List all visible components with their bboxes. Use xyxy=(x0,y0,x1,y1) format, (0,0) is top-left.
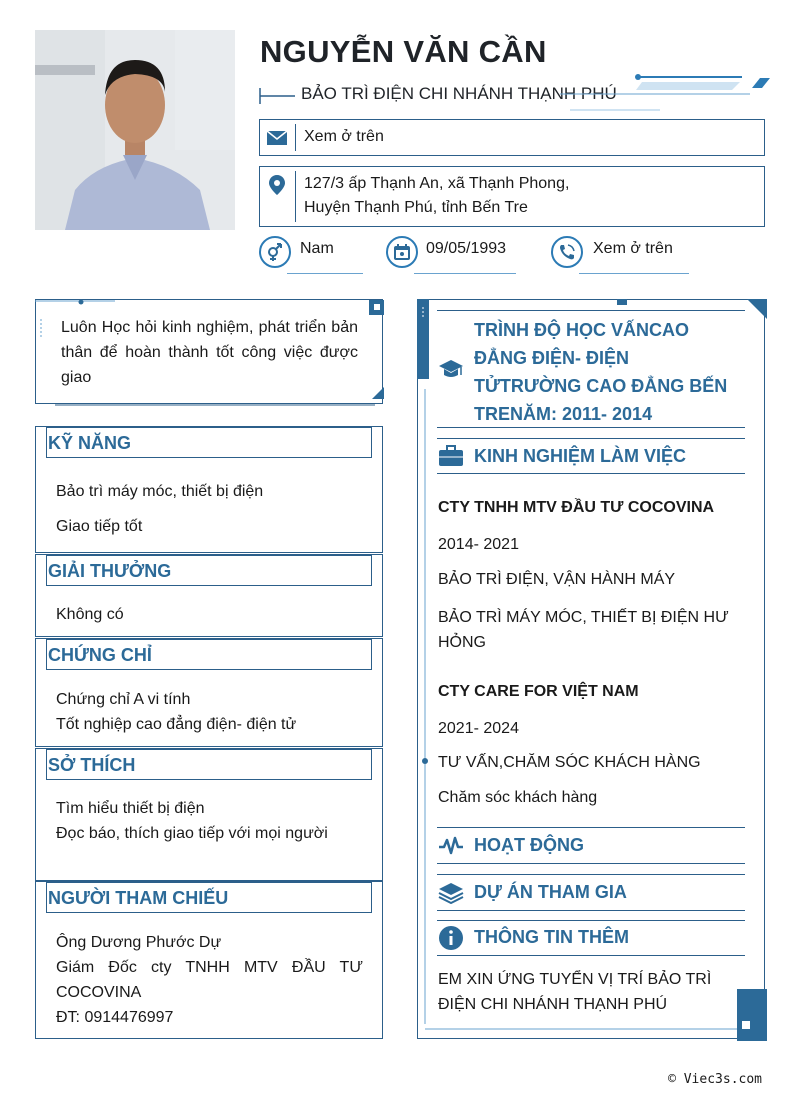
skills-title-box xyxy=(46,427,372,458)
footer-credit: © Viec3s.com xyxy=(668,1072,762,1087)
job-company: CTY CARE FOR VIỆT NAM xyxy=(438,683,639,700)
phone-item xyxy=(551,235,691,275)
certificates-item: Tốt nghiệp cao đẳng điện- điện tử xyxy=(56,716,297,733)
references-title-box xyxy=(46,882,372,913)
extra-info-body xyxy=(438,967,711,1017)
extra-info-line: EM XIN ỨNG TUYỂN VỊ TRÍ BẢO TRÌ xyxy=(438,971,712,988)
map-pin-icon xyxy=(264,172,290,198)
calendar-icon xyxy=(386,236,418,268)
reference-line: Ông Dương Phước Dự xyxy=(56,934,222,951)
education-line: TỬTRƯỜNG CAO ĐẲNG BẾN xyxy=(474,376,728,396)
phone-icon xyxy=(551,236,583,268)
skills-item: Giao tiếp tốt xyxy=(56,518,143,535)
certificates-title: CHỨNG CHỈ xyxy=(48,645,152,665)
experience-title: KINH NGHIỆM LÀM VIỆC xyxy=(474,446,687,466)
hobbies-section xyxy=(35,748,383,881)
projects-header xyxy=(437,874,745,911)
hobbies-title-box xyxy=(46,749,372,780)
job-description-line: BẢO TRÌ MÁY MÓC, THIẾT BỊ ĐIỆN HƯ xyxy=(438,609,729,626)
header-decoration xyxy=(560,72,770,112)
reference-line: ĐT: 0914476997 xyxy=(56,1009,174,1026)
reference-line: Giám Đốc cty TNHH MTV ĐẦU TƯ xyxy=(56,959,363,976)
extra-info-line: ĐIỆN CHI NHÁNH THẠNH PHÚ xyxy=(438,996,668,1013)
pulse-icon xyxy=(437,832,465,860)
job-role: TƯ VẤN,CHĂM SÓC KHÁCH HÀNG xyxy=(438,754,701,771)
hobbies-item: Đọc báo, thích giao tiếp với mọi người xyxy=(56,825,328,842)
address-line-2: Huyện Thạnh Phú, tỉnh Bến Tre xyxy=(304,199,528,216)
extra-info-header xyxy=(437,920,745,956)
mail-icon xyxy=(264,125,290,151)
address-line-1: 127/3 ấp Thạnh An, xã Thạnh Phong, xyxy=(304,175,570,192)
projects-title: DỰ ÁN THAM GIA xyxy=(474,882,627,902)
references-title: NGƯỜI THAM CHIẾU xyxy=(48,888,229,908)
candidate-name: NGUYỄN VĂN CẦN xyxy=(260,34,547,69)
awards-title-box xyxy=(46,555,372,586)
hobbies-item: Tìm hiểu thiết bị điện xyxy=(56,800,205,817)
reference-line: COCOVINA xyxy=(56,984,142,1001)
education-line: TRÌNH ĐỘ HỌC VẤNCAO xyxy=(474,320,689,340)
job-period: 2014- 2021 xyxy=(438,536,519,553)
email-value: Xem ở trên xyxy=(304,128,384,145)
hobbies-title: SỞ THÍCH xyxy=(48,755,136,775)
activities-title: HOẠT ĐỘNG xyxy=(474,835,584,855)
title-line-decoration xyxy=(259,86,299,106)
skills-item: Bảo trì máy móc, thiết bị điện xyxy=(56,483,264,500)
birthday-value: 09/05/1993 xyxy=(426,240,507,257)
address-row xyxy=(259,166,765,227)
job-description-line: HỎNG xyxy=(438,634,486,651)
phone-value: Xem ở trên xyxy=(593,240,673,257)
job-period: 2021- 2024 xyxy=(438,720,519,737)
job-description: Chăm sóc khách hàng xyxy=(438,789,598,806)
references-section xyxy=(35,881,383,1039)
references-body xyxy=(56,930,363,1030)
layers-icon xyxy=(437,879,465,907)
awards-item: Không có xyxy=(56,606,124,623)
objective-text: Luôn Học hỏi kinh nghiệm, phát triển bản thân để hoàn thành tốt công việc được giao xyxy=(61,319,358,386)
skills-title: KỸ NĂNG xyxy=(48,433,132,453)
certificates-item: Chứng chỉ A vi tính xyxy=(56,691,191,708)
education-line: ĐẲNG ĐIỆN- ĐIỆN xyxy=(474,348,630,368)
experience-header xyxy=(437,438,745,474)
profile-photo xyxy=(35,30,235,230)
info-icon xyxy=(437,924,465,952)
certificates-title-box xyxy=(46,639,372,670)
job-description xyxy=(438,605,729,655)
activities-header xyxy=(437,827,745,864)
education-title xyxy=(474,316,727,428)
job-role: BẢO TRÌ ĐIỆN, VẬN HÀNH MÁY xyxy=(438,571,676,588)
awards-title: GIẢI THƯỞNG xyxy=(48,561,172,581)
education-header xyxy=(437,310,745,428)
certificates-section xyxy=(35,638,383,747)
gender-value: Nam xyxy=(300,240,334,257)
email-row xyxy=(259,119,765,156)
skills-section xyxy=(35,426,383,553)
objective-section xyxy=(35,299,383,404)
briefcase-icon xyxy=(437,442,465,470)
gender-item xyxy=(259,235,365,275)
education-line: TRENĂM: 2011- 2014 xyxy=(474,404,653,424)
birthday-item xyxy=(386,235,518,275)
job-company: CTY TNHH MTV ĐẦU TƯ COCOVINA xyxy=(438,499,715,516)
job-position: BẢO TRÌ ĐIỆN CHI NHÁNH THẠNH PHÚ xyxy=(301,84,617,103)
graduation-cap-icon xyxy=(437,355,465,383)
awards-section xyxy=(35,554,383,637)
gender-icon xyxy=(259,236,291,268)
extra-info-title: THÔNG TIN THÊM xyxy=(474,927,629,947)
